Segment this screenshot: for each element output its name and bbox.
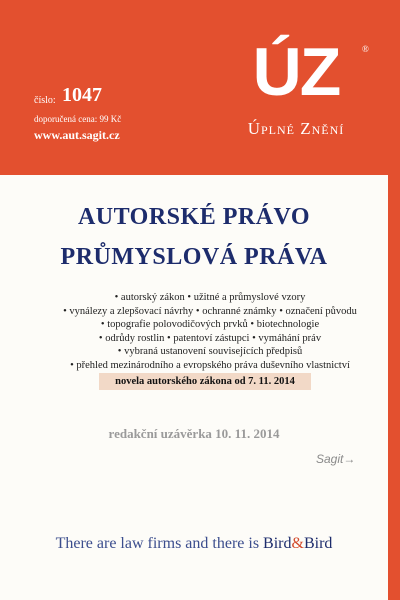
topic-item: • vybraná ustanovení souvisejících předpisů <box>118 346 302 357</box>
topic-item: • označení původu <box>279 306 357 317</box>
uz-logo-mark: ÚZ <box>252 34 340 110</box>
arrow-icon: → <box>343 452 356 466</box>
topic-item: • vynálezy a zlepšovací návrhy <box>63 306 193 317</box>
uz-logo-subtitle <box>223 119 369 139</box>
topic-item: • patentoví zástupci <box>167 333 249 344</box>
ad-brand-2: Bird <box>303 535 333 552</box>
ad-text: There are law firms and there is <box>55 535 260 552</box>
title-line-1: AUTORSKÉ PRÁVO <box>77 204 311 230</box>
topic-item: • přehled mezinárodního a evropského práva duševního vlastnictví <box>70 360 350 371</box>
top-banner <box>0 0 388 175</box>
topic-item: • užitné a průmyslové vzory <box>187 292 305 303</box>
editorial-closing-date: redakční uzávěrka 10. 11. 2014 <box>108 426 280 441</box>
topic-item: • topografie polovodičových prvků <box>101 319 248 330</box>
logo-subtitle-word1: Úplné <box>247 119 295 138</box>
ad-brand-1: Bird <box>263 535 292 552</box>
topic-item: • autorský zákon <box>115 292 185 303</box>
ad-ampersand: & <box>291 535 304 552</box>
issue-label: číslo: <box>34 95 56 106</box>
price-text: doporučená cena: 99 Kč <box>34 114 122 124</box>
topics-list <box>55 291 365 372</box>
title-line-2: PRŮMYSLOVÁ PRÁVA <box>60 244 328 270</box>
publisher-name: Sagit <box>316 452 344 466</box>
amendment-badge: novela autorského zákona od 7. 11. 2014 <box>99 373 311 390</box>
registered-mark: ® <box>362 44 369 54</box>
sagit-logo <box>316 452 355 466</box>
logo-subtitle-word2: Znění <box>300 119 345 138</box>
bird-and-bird-ad <box>0 535 388 553</box>
website-link[interactable]: www.aut.sagit.cz <box>34 128 120 142</box>
issue-number: 1047 <box>62 84 102 106</box>
topic-item: • ochranné známky <box>196 306 277 317</box>
topic-item: • vymáhání práv <box>252 333 321 344</box>
topic-item: • odrůdy rostlin <box>99 333 165 344</box>
topic-item: • biotechnologie <box>250 319 319 330</box>
right-edge-stripe <box>388 0 400 600</box>
